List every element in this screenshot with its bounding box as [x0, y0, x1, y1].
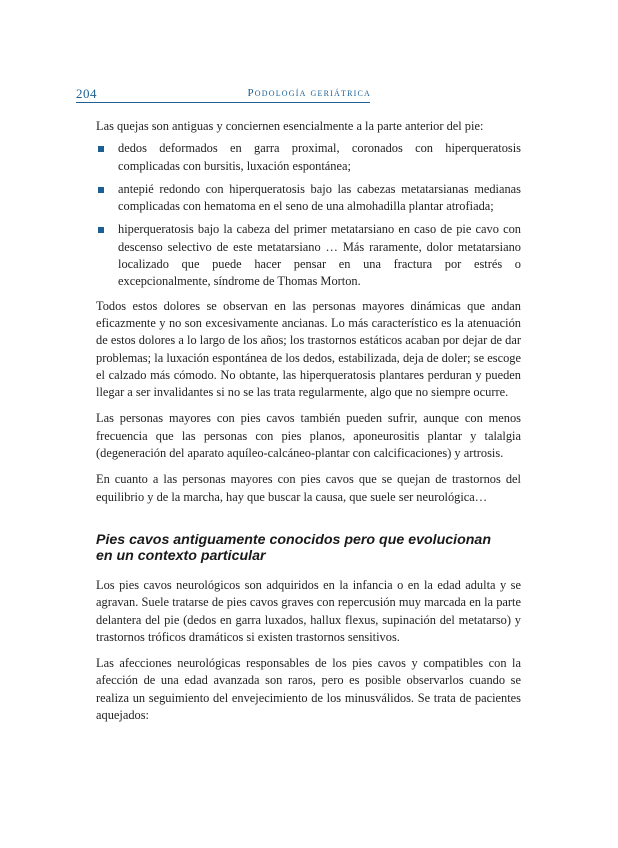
intro-paragraph: Las quejas son antiguas y conciernen esencialmente a la parte anterior del pie: [96, 119, 484, 133]
list-item-text: antepié redondo con hiperqueratosis bajo las cabezas metatarsianas medianas complicadas con hematoma en el seno de una almohadilla plantar atrofiada; [118, 181, 521, 214]
list-item [96, 181, 521, 216]
section-heading-line: en un contexto particular [96, 548, 266, 565]
section-paragraph: Los pies cavos neurológicos son adquiridos en la infancia o en la edad adulta y se agravan. Suele tratarse de pies cavos graves con repercusión muy marcada en la parte delantera del pie (dedos en garra luxados, hallux flexus, supinación del metatarso) y trastornos tróficos dramáticos si existen trastornos sensitivos. [96, 577, 521, 644]
list-item [96, 140, 521, 175]
body-paragraph: Las personas mayores con pies cavos también pueden sufrir, aunque con menos frecuencia que las personas con pies planos, aponeurositis plantar y talalgia (degeneración del aparato aquíleo-calcáneo-plantar con calcificaciones) y artrosis. [96, 411, 521, 461]
list-item-text: dedos deformados en garra proximal, coronados con hiperqueratosis complicadas con bursitis, luxación espontánea; [118, 141, 521, 173]
page-body [96, 118, 521, 733]
header-rule [76, 102, 370, 103]
square-bullet-icon [98, 146, 104, 152]
section-heading-line: Pies cavos antiguamente conocidos pero que evolucionan [96, 531, 491, 548]
page-number: 204 [76, 86, 97, 101]
square-bullet-icon [98, 227, 104, 233]
list-item-text: hiperqueratosis bajo la cabeza del primer metatarsiano en caso de pie cavo con descenso selectivo de este metatarsiano … Más raramente, dolor metatarsiano localizado que puede hacer pensar en una fractura por estrés o excepcionalmente, síndrome de Thomas Morton. [118, 222, 521, 289]
body-paragraph: Todos estos dolores se observan en las personas mayores dinámicas que andan eficazmente y no son excesivamente ancianas. Lo más característico es la atenuación de estos dolores a lo largo de los años; los trastornos estáticos acaban por dejar de dar problemas; la luxación espontánea de los dedos, estabilizada, deja de doler; se escoge el calzado más cómodo. No obtante, las hiperqueratosis plantares perduran y pueden llegar a ser invalidantes si no se las trata regularmente, algo que no siempre ocurre. [96, 298, 521, 400]
running-head: Podología geriátrica [247, 87, 371, 99]
complaint-list [96, 140, 521, 290]
section-paragraph: Las afecciones neurológicas responsables de los pies cavos y compatibles con la afección de una edad avanzada son raros, pero es posible observarlos cuando se realiza un seguimiento del envejecimiento de los minusválidos. Se trata de pacientes aquejados: [96, 656, 521, 723]
square-bullet-icon [98, 187, 104, 193]
list-item [96, 221, 521, 290]
body-paragraph: En cuanto a las personas mayores con pies cavos que se quejan de trastornos del equilibrio y de la marcha, hay que buscar la causa, que suele ser neurológica… [96, 472, 521, 504]
section-heading [96, 532, 521, 565]
